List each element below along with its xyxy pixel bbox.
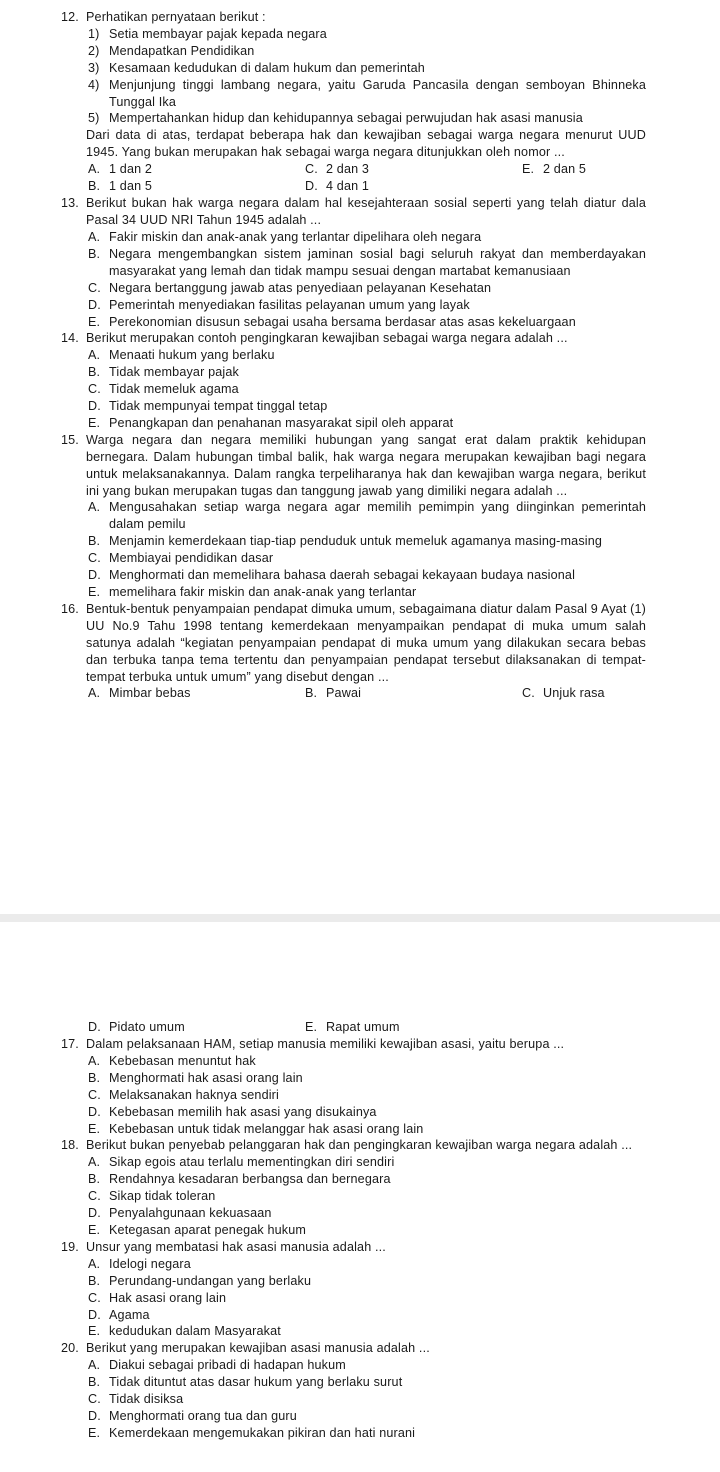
question-number: 12. xyxy=(61,10,79,24)
option-label: D. xyxy=(305,179,318,194)
question-14 xyxy=(0,330,720,431)
answer-option xyxy=(88,567,646,584)
statement-label: 3) xyxy=(88,60,100,75)
option-label: B. xyxy=(88,1070,101,1085)
statement-text: Menjunjung tinggi lambang negara, yaitu Garuda Pancasila dengan semboyan Bhinneka Tunggal Ika xyxy=(109,77,646,109)
answer-row xyxy=(88,161,720,178)
option-label: E. xyxy=(88,1222,101,1237)
answer-option xyxy=(88,1256,646,1273)
option-text: Melaksanakan haknya sendiri xyxy=(109,1087,279,1102)
option-text: Penangkapan dan penahanan masyarakat sipil oleh apparat xyxy=(109,415,454,430)
option-label: B. xyxy=(305,686,318,701)
statement-text: Mendapatkan Pendidikan xyxy=(109,43,255,58)
answer-option xyxy=(88,1188,646,1205)
option-text: 2 dan 3 xyxy=(326,162,370,177)
option-text: 1 dan 2 xyxy=(109,162,153,177)
answer-row xyxy=(88,685,720,702)
question-text: Unsur yang membatasi hak asasi manusia adalah ... xyxy=(86,1239,386,1254)
question-text: Berikut bukan hak warga negara dalam hal kesejahteraan sosial seperti yang telah diatur dala Pasal 34 UUD NRI Tahun 1945 adalah ... xyxy=(86,196,646,228)
option-text: Negara mengembangkan sistem jaminan sosial bagi seluruh rakyat dan memberdayakan masyarakat yang lemah dan tidak mampu sesuai dengan martabat kemanusiaan xyxy=(109,246,646,278)
option-label: C. xyxy=(88,280,101,295)
answer-option xyxy=(88,550,646,567)
answer-option xyxy=(88,1205,646,1222)
answer-option xyxy=(88,280,646,297)
option-label: E. xyxy=(88,314,101,329)
answer-option xyxy=(88,1121,646,1138)
option-text: memelihara fakir miskin dan anak-anak yang terlantar xyxy=(109,585,417,599)
answer-option xyxy=(88,1323,646,1340)
option-label: C. xyxy=(88,551,101,566)
option-label: D. xyxy=(88,297,101,312)
option-text: Menaati hukum yang berlaku xyxy=(109,348,275,363)
option-label: C. xyxy=(88,1392,101,1407)
question-text: Bentuk-bentuk penyampaian pendapat dimuka umum, sebagaimana diatur dalam Pasal 9 Ayat (1) UU No.9 Tahu 1998 tentang kemerdekaan menyampaikan pendapat di muka umum salah satunya adalah “kegiatan penyampaian pendapat di muka umum yang dilakukan secara bebas dan terbuka tanpa tema tertentu dan penyampaian pendapat tersebut dilaksanakan di tempat-tempat terbuka untuk umum” yang disebut dengan ... xyxy=(86,601,646,684)
question-text: Warga negara dan negara memiliki hubungan yang sangat erat dalam praktik kehidupan bernegara. Dalam hubungan timbal balik, hak warga negara merupakan kewajiban bagi negara untuk melaksanakannya. Dalam rangka terpeliharanya hak dan kewajiban warga negara, berikut ini yang bukan merupakan tugas dan tanggung jawab yang dimiliki negara adalah ... xyxy=(86,432,646,498)
option-label: A. xyxy=(88,229,101,244)
option-label: A. xyxy=(88,348,101,363)
question-20 xyxy=(0,1340,720,1441)
option-label: D. xyxy=(88,1020,101,1034)
question-number: 19. xyxy=(61,1239,79,1254)
answer-row xyxy=(88,1019,720,1036)
question-number: 13. xyxy=(61,196,79,211)
answer-option xyxy=(88,1391,646,1408)
statement-label: 4) xyxy=(88,77,100,92)
option-label: E. xyxy=(88,1121,101,1136)
option-text: Tidak disiksa xyxy=(109,1392,184,1407)
option-label: C. xyxy=(522,686,535,701)
answer-option xyxy=(88,229,646,246)
answer-option xyxy=(305,161,369,178)
option-label: D. xyxy=(88,568,101,583)
statement-item xyxy=(88,43,646,60)
answer-option xyxy=(88,1357,646,1374)
option-text: Tidak membayar pajak xyxy=(109,365,239,380)
answer-option xyxy=(88,297,646,314)
answer-option xyxy=(88,246,646,280)
question-15 xyxy=(0,432,720,601)
answer-option xyxy=(522,161,586,178)
option-text: Mimbar bebas xyxy=(109,686,191,701)
statement-item xyxy=(88,77,646,111)
question-text: Dalam pelaksanaan HAM, setiap manusia memiliki kewajiban asasi, yaitu berupa ... xyxy=(86,1037,565,1051)
answer-option xyxy=(88,347,646,364)
option-text: Kebebasan menuntut hak xyxy=(109,1053,256,1068)
option-label: E. xyxy=(88,1324,101,1339)
option-text: Agama xyxy=(109,1307,150,1322)
answer-option xyxy=(522,685,605,702)
question-text: Berikut merupakan contoh pengingkaran kewajiban sebagai warga negara adalah ... xyxy=(86,331,568,346)
option-text: Kebebasan untuk tidak melanggar hak asasi orang lain xyxy=(109,1121,424,1136)
option-text: Tidak memeluk agama xyxy=(109,382,239,397)
question-16 xyxy=(0,601,720,703)
option-text: Diakui sebagai pribadi di hadapan hukum xyxy=(109,1358,346,1373)
answer-option xyxy=(88,1374,646,1391)
option-label: C. xyxy=(88,1290,101,1305)
answer-option xyxy=(88,1053,646,1070)
answer-option xyxy=(88,314,646,331)
statement-label: 2) xyxy=(88,43,100,58)
option-label: B. xyxy=(88,246,101,261)
option-text: 1 dan 5 xyxy=(109,179,153,194)
answer-option xyxy=(88,398,646,415)
answer-option xyxy=(88,533,646,550)
option-text: Tidak dituntut atas dasar hukum yang berlaku surut xyxy=(109,1375,403,1390)
option-text: Idelogi negara xyxy=(109,1256,191,1271)
option-label: E. xyxy=(88,415,101,430)
answer-option xyxy=(88,1070,646,1087)
option-text: Hak asasi orang lain xyxy=(109,1290,227,1305)
answer-option xyxy=(88,1019,185,1036)
option-text: Penyalahgunaan kekuasaan xyxy=(109,1206,272,1221)
option-label: B. xyxy=(88,1273,101,1288)
question-12 xyxy=(0,9,720,195)
answer-option xyxy=(88,364,646,381)
answer-option xyxy=(88,381,646,398)
option-text: Menghormati dan memelihara bahasa daerah sebagai kekayaan budaya nasional xyxy=(109,568,576,583)
question-text: Berikut yang merupakan kewajiban asasi manusia adalah ... xyxy=(86,1341,430,1356)
option-text: Kebebasan memilih hak asasi yang disukainya xyxy=(109,1104,377,1119)
statement-item xyxy=(88,110,646,127)
option-text: Pidato umum xyxy=(109,1020,185,1034)
answer-option xyxy=(88,1273,646,1290)
answer-option xyxy=(305,685,361,702)
answer-option xyxy=(88,415,646,432)
answer-option xyxy=(305,178,369,195)
question-number: 18. xyxy=(61,1138,79,1153)
answer-option xyxy=(88,1171,646,1188)
option-text: Kemerdekaan mengemukakan pikiran dan hati nurani xyxy=(109,1425,416,1440)
question-number: 20. xyxy=(61,1341,79,1356)
statement-text: Mempertahankan hidup dan kehidupannya sebagai perwujudan hak asasi manusia xyxy=(109,111,583,126)
question-text: Berikut bukan penyebab pelanggaran hak dan pengingkaran kewajiban warga negara adalah ... xyxy=(86,1138,633,1153)
answer-option xyxy=(305,1019,400,1036)
option-label: A. xyxy=(88,1256,101,1271)
answer-option xyxy=(88,1290,646,1307)
option-text: Menjamin kemerdekaan tiap-tiap penduduk untuk memeluk agamanya masing-masing xyxy=(109,534,603,549)
option-label: A. xyxy=(88,1053,101,1068)
option-label: C. xyxy=(88,1189,101,1204)
option-text: kedudukan dalam Masyarakat xyxy=(109,1324,281,1339)
option-label: A. xyxy=(88,1155,101,1170)
option-label: C. xyxy=(88,382,101,397)
answer-option xyxy=(88,1408,646,1425)
option-text: Pawai xyxy=(326,686,362,701)
option-text: Fakir miskin dan anak-anak yang terlantar dipelihara oleh negara xyxy=(109,229,482,244)
option-text: Ketegasan aparat penegak hukum xyxy=(109,1222,307,1237)
statement-label: 1) xyxy=(88,26,100,41)
answer-row xyxy=(88,178,720,195)
question-18 xyxy=(0,1137,720,1238)
option-label: B. xyxy=(88,365,101,380)
option-label: D. xyxy=(88,1104,101,1119)
option-label: A. xyxy=(88,500,101,515)
option-text: Rendahnya kesadaran berbangsa dan bernegara xyxy=(109,1172,391,1187)
answer-option xyxy=(88,1307,646,1324)
question-number: 15. xyxy=(61,432,79,447)
option-text: Perekonomian disusun sebagai usaha bersama berdasar atas asas kekeluargaan xyxy=(109,314,576,329)
answer-option xyxy=(88,499,646,533)
option-text: 4 dan 1 xyxy=(326,179,370,194)
option-text: Unjuk rasa xyxy=(543,686,605,701)
option-label: B. xyxy=(88,179,101,194)
answer-option xyxy=(88,1425,646,1442)
question-number: 17. xyxy=(61,1037,79,1051)
option-label: E. xyxy=(522,162,535,177)
option-text: Rapat umum xyxy=(326,1020,400,1034)
option-text: Menghormati hak asasi orang lain xyxy=(109,1070,303,1085)
option-label: D. xyxy=(88,1408,101,1423)
answer-option xyxy=(88,685,191,702)
option-text: Sikap tidak toleran xyxy=(109,1189,216,1204)
option-label: B. xyxy=(88,534,101,549)
page-break-band xyxy=(0,914,720,922)
option-label: C. xyxy=(88,1087,101,1102)
option-text: Negara bertanggung jawab atas penyediaan pelayanan Kesehatan xyxy=(109,280,492,295)
option-label: B. xyxy=(88,1172,101,1187)
option-label: D. xyxy=(88,399,101,414)
answer-option xyxy=(88,584,646,601)
option-text: Mengusahakan setiap warga negara agar memilih pemimpin yang diinginkan pemerintah dalam pemilu xyxy=(109,500,646,532)
statement-item xyxy=(88,26,646,43)
option-label: A. xyxy=(88,1358,101,1373)
option-label: C. xyxy=(305,162,318,177)
statement-item xyxy=(88,60,646,77)
question-17 xyxy=(0,1036,720,1137)
answer-option xyxy=(88,1087,646,1104)
option-text: Tidak mempunyai tempat tinggal tetap xyxy=(109,399,328,414)
option-label: A. xyxy=(88,686,101,701)
option-text: Membiayai pendidikan dasar xyxy=(109,551,274,566)
answer-option xyxy=(88,1104,646,1121)
option-label: D. xyxy=(88,1206,101,1221)
option-text: Sikap egois atau terlalu mementingkan diri sendiri xyxy=(109,1155,395,1170)
option-text: Menghormati orang tua dan guru xyxy=(109,1408,297,1423)
answer-option xyxy=(88,1222,646,1239)
option-label: A. xyxy=(88,162,101,177)
option-label: E. xyxy=(88,585,101,599)
question-text: Dari data di atas, terdapat beberapa hak dan kewajiban sebagai warga negara menurut UUD 1945. Yang bukan merupakan hak sebagai warga negara ditunjukkan oleh nomor ... xyxy=(86,128,646,160)
question-19 xyxy=(0,1239,720,1340)
option-text: Pemerintah menyediakan fasilitas pelayanan umum yang layak xyxy=(109,297,470,312)
answer-option xyxy=(88,1154,646,1171)
option-label: E. xyxy=(88,1425,101,1440)
statement-text: Kesamaan kedudukan di dalam hukum dan pemerintah xyxy=(109,60,425,75)
statement-text: Setia membayar pajak kepada negara xyxy=(109,26,327,41)
question-intro: Perhatikan pernyataan berikut : xyxy=(86,10,266,24)
question-13 xyxy=(0,195,720,330)
question-number: 14. xyxy=(61,331,79,346)
question-number: 16. xyxy=(61,601,79,616)
option-label: D. xyxy=(88,1307,101,1322)
page-section-top xyxy=(0,9,720,702)
option-text: Perundang-undangan yang berlaku xyxy=(109,1273,312,1288)
option-text: 2 dan 5 xyxy=(543,162,587,177)
answer-option xyxy=(88,178,152,195)
page-section-bottom xyxy=(0,1019,720,1442)
option-label: B. xyxy=(88,1375,101,1390)
option-label: E. xyxy=(305,1020,318,1034)
statement-label: 5) xyxy=(88,111,100,126)
answer-option xyxy=(88,161,152,178)
